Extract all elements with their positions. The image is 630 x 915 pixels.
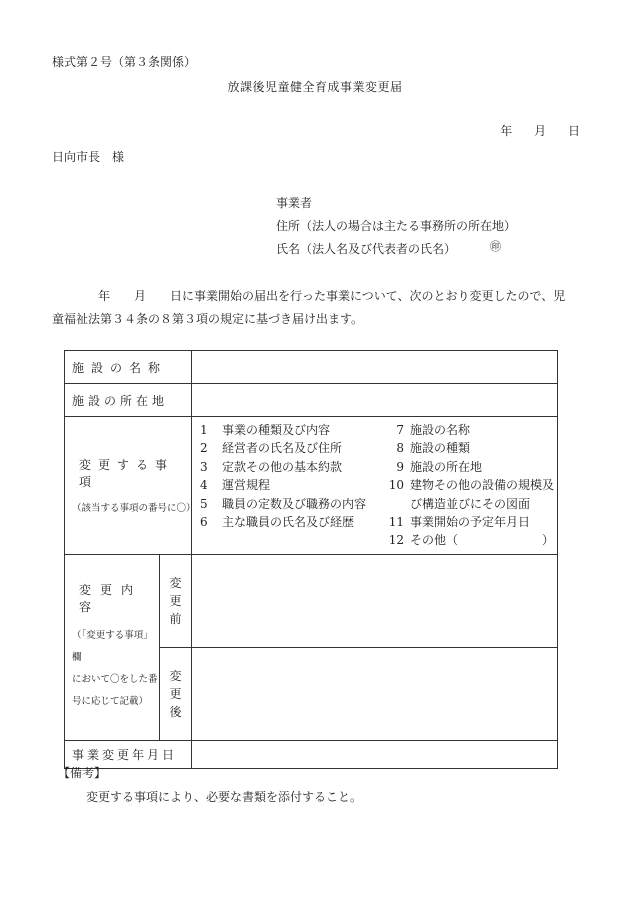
change-content-note-1: （「変更する事項」欄 [72,630,153,664]
change-date-cell[interactable] [192,740,558,768]
before-label: 変 更 前 [160,554,192,647]
change-item [380,458,554,476]
change-item-text: び構造並びにその図面 [410,496,531,511]
change-item-text: 施設の名称 [410,423,471,437]
change-items-list [192,417,557,554]
change-content-note [72,625,159,713]
change-item-number: 8 [396,441,405,456]
date-line [482,122,580,139]
items-right-column [380,421,554,550]
applicant-address: 住所（法人の場合は主たる事務所の所在地） [276,219,517,233]
date-day: 日 [567,124,580,138]
change-item [380,439,554,457]
form-number: 様式第２号（第３条関係） [52,55,197,69]
document-title: 放課後児童健全育成事業変更届 [227,80,403,94]
after-label: 変 更 後 [160,647,192,740]
change-items-label-cell [65,417,196,555]
change-item-number: 2 [200,441,208,456]
change-item [200,495,380,513]
facility-name-label: 施設の名称 [65,351,192,384]
applicant-label: 事業者 [276,196,313,210]
change-item-text: 施設の所在地 [410,459,483,474]
change-item-number: 4 [200,478,208,493]
change-form-table [64,350,558,769]
change-item-text: 施設の種類 [410,441,471,456]
change-item [380,495,554,513]
change-item [380,476,554,494]
change-item-number: 6 [200,515,208,530]
change-item [200,439,380,457]
change-content-label: 変更内容 [79,583,143,615]
change-item-number: 9 [396,459,405,474]
date-month: 月 [534,124,547,138]
change-items-cell[interactable] [192,417,558,555]
change-date-label: 事業変更年月日 [65,740,192,768]
change-item-number: 3 [200,459,208,474]
remarks-heading: 【備考】 [58,766,107,780]
change-items-label: 変更する事項 [79,458,175,490]
change-item-number: 7 [396,423,405,437]
facility-address-label: 施設の所在地 [65,384,192,417]
change-item-text: 運営規程 [222,478,271,493]
before-content-cell[interactable] [192,554,558,647]
change-item [200,513,380,531]
change-item-number: 12 [388,533,405,548]
change-item [380,421,554,439]
change-item-number: 11 [388,515,405,530]
change-item [200,421,380,439]
change-item-text: 建物その他の設備の規模及 [410,478,555,493]
body-text: 年 月 日に事業開始の届出を行った事業について、次のとおり変更したので、児童福祉法第３４条の８第３項の規定に基づき届け出ます。 [52,289,566,326]
change-item-text: 経営者の氏名及び住所 [222,441,343,456]
change-item-text: 事業開始の予定年月日 [410,515,531,530]
change-item-number: 5 [200,496,208,511]
change-item-text: 定款その他の基本約款 [222,459,343,474]
change-item [380,513,554,531]
change-content-label-cell [65,554,160,740]
seal-mark: ㊞ [490,240,501,253]
after-content-cell[interactable] [192,647,558,740]
change-item [380,531,554,549]
items-left-column [200,421,380,550]
change-item-text: 職員の定数及び職務の内容 [222,496,367,511]
change-item-number: 1 [200,423,208,437]
change-item [200,476,380,494]
applicant-block [276,192,516,261]
facility-address-cell[interactable] [192,384,558,417]
addressee: 日向市長 様 [52,150,125,164]
change-items-note: （該当する事項の番号に〇） [72,503,196,515]
change-item-text: 主な職員の氏名及び経歴 [222,515,355,530]
change-item [200,458,380,476]
change-item-text: その他（ ） [410,533,555,548]
facility-name-cell[interactable] [192,351,558,384]
change-content-note-3: 号に応じて記載） [72,696,149,708]
change-item-text: 事業の種類及び内容 [222,423,331,437]
change-item-number: 10 [388,478,405,493]
change-content-note-2: において〇をした番 [72,674,158,686]
applicant-name: 氏名（法人名及び代表者の氏名） [276,242,457,256]
remarks-text: 変更する事項により、必要な書類を添付すること。 [86,790,363,804]
date-year: 年 [500,124,513,138]
